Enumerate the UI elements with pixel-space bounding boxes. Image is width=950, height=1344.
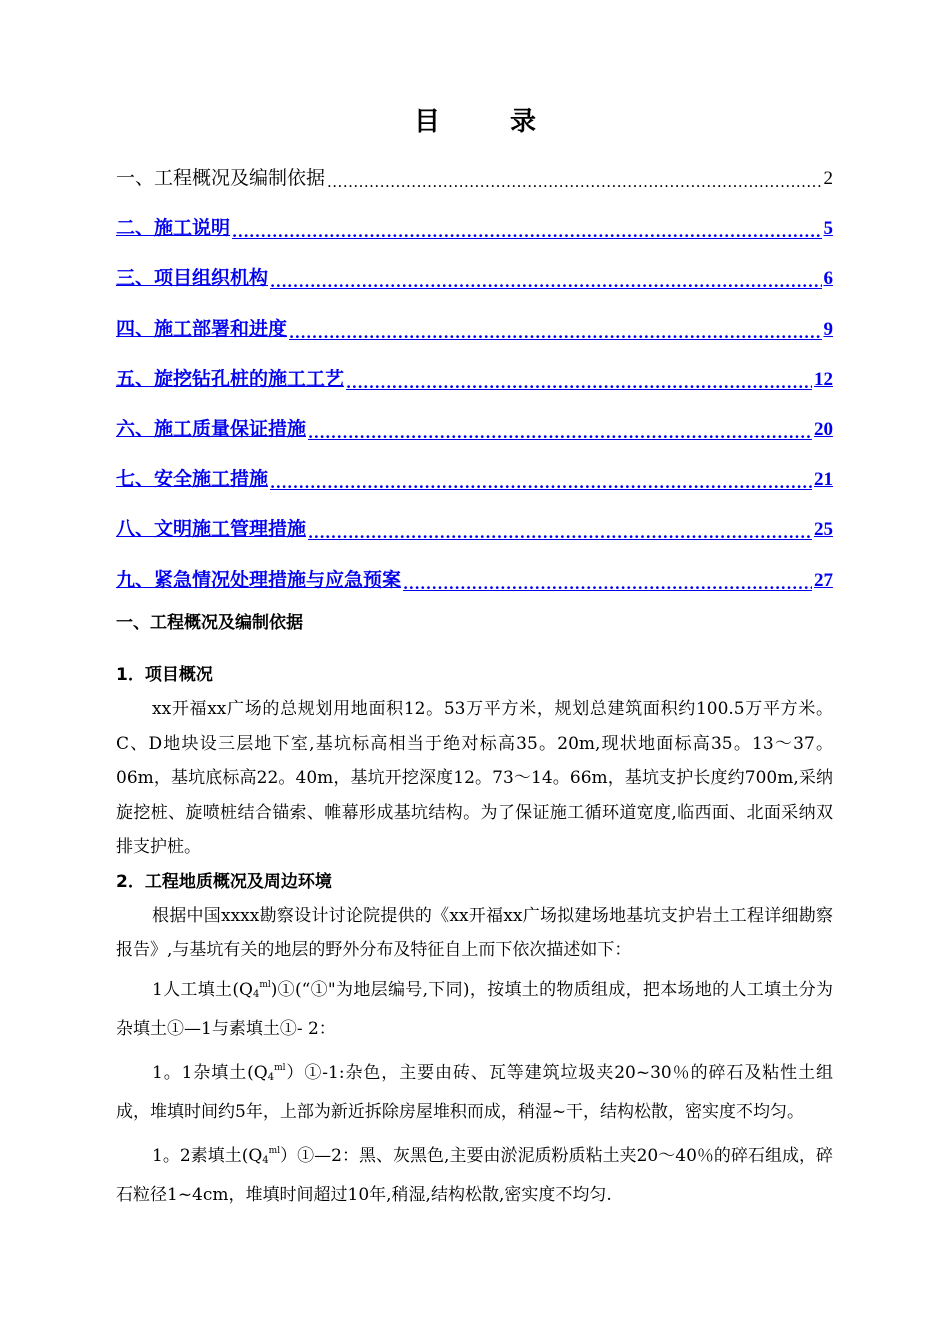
toc-entry[interactable] bbox=[116, 305, 833, 341]
subsection-heading-2: 2．工程地质概况及周边环境 bbox=[116, 871, 332, 892]
toc-entry-page-number: 27 bbox=[814, 569, 833, 591]
subsection-heading-1: 1．项目概况 bbox=[116, 665, 213, 685]
toc-leader-dots bbox=[403, 577, 812, 592]
toc-leader-dots bbox=[232, 225, 821, 240]
toc-entry-label: 一、工程概况及编制依据 bbox=[116, 167, 326, 189]
toc-entry-page-number: 5 bbox=[823, 218, 833, 240]
table-of-contents bbox=[116, 154, 833, 606]
toc-entry-page-number: 6 bbox=[823, 268, 833, 290]
toc-entry-label: 五、旋挖钻孔桩的施工工艺 bbox=[116, 367, 345, 390]
toc-entry-page-number: 25 bbox=[814, 519, 833, 541]
toc-leader-dots bbox=[327, 175, 821, 190]
paragraph-miscellaneous-fill: 1。1杂填土$(Q_4^{ml})①-1$:杂色，主要由砖、瓦等建筑垃圾夹20~30％的碎石及粘性土组成，堆填时间约5年，上部为新近拆除房屋堆积而成，稍湿~干，结构松散，密实度不均匀。 bbox=[116, 1062, 834, 1122]
toc-leader-dots bbox=[308, 526, 812, 541]
toc-entry[interactable] bbox=[116, 355, 833, 391]
toc-title: 目录 bbox=[413, 107, 606, 137]
toc-entry[interactable] bbox=[116, 505, 833, 541]
toc-entry[interactable] bbox=[116, 254, 833, 290]
section-1 bbox=[116, 606, 833, 1213]
toc-entry-label: 三、项目组织机构 bbox=[116, 267, 269, 290]
toc-leader-dots bbox=[289, 326, 821, 341]
toc-entry-page-number: 9 bbox=[823, 318, 833, 340]
toc-leader-dots bbox=[346, 376, 812, 391]
toc-entry-label: 二、施工说明 bbox=[116, 217, 231, 240]
paragraph-fill-soil: 1人工填土$(Q_4^{ml})①(“①$"为地层编号,下同)，按填土的物质组成，把本场地的人工填土分为杂填土①—1与素填土①- 2： bbox=[116, 979, 834, 1039]
toc-entry-label: 六、施工质量保证措施 bbox=[116, 417, 307, 440]
toc-entry-page-number: 20 bbox=[814, 418, 833, 440]
toc-entry bbox=[116, 154, 833, 190]
toc-leader-dots bbox=[270, 275, 821, 290]
toc-entry[interactable] bbox=[116, 556, 833, 592]
section-heading: 一、工程概况及编制依据 bbox=[116, 613, 303, 633]
toc-entry[interactable] bbox=[116, 204, 833, 240]
paragraph-plain-fill: 1。2素填土$(Q_4^{ml})①—2$：黑、灰黑色,主要由淤泥质粉质粘土夹20～40％的碎石组成，碎石粒径1~4cm，堆填时间超过10年,稍湿,结构松散,密实度不均匀. bbox=[116, 1145, 834, 1205]
toc-leader-dots bbox=[308, 426, 812, 441]
toc-entry[interactable] bbox=[116, 455, 833, 491]
toc-entry-label: 八、文明施工管理措施 bbox=[116, 518, 307, 541]
paragraph-geology-intro: 根据中国xxxx勘察设计讨论院提供的《xx开福xx广场拟建场地基坑支护岩土工程详细勘察报告》,与基坑有关的地层的野外分布及特征自上而下依次描述如下： bbox=[116, 905, 833, 960]
toc-entry-page-number: 2 bbox=[823, 168, 833, 189]
toc-entry-label: 七、安全施工措施 bbox=[116, 468, 269, 491]
toc-entry-page-number: 12 bbox=[814, 368, 833, 390]
toc-entry-label: 四、施工部署和进度 bbox=[116, 317, 288, 340]
toc-entry-label: 九、紧急情况处理措施与应急预案 bbox=[116, 568, 402, 591]
toc-entry-page-number: 21 bbox=[814, 469, 833, 491]
toc-leader-dots bbox=[270, 476, 812, 491]
toc-entry[interactable] bbox=[116, 405, 833, 441]
paragraph-project-overview: xx开福xx广场的总规划用地面积12。53万平方米，规划总建筑面积约100.5万平方米。C、D地块设三层地下室,基坑标高相当于绝对标高35。20m,现状地面标高35。13～37。06m，基坑底标高22。40m，基坑开挖深度12。73～14。66m，基坑支护长度约700m,采纳旋挖桩、旋喷桩结合锚索、帷幕形成基坑结构。为了保证施工循环道宽度,临西面、北面采纳双排支护桩。 bbox=[116, 699, 833, 857]
